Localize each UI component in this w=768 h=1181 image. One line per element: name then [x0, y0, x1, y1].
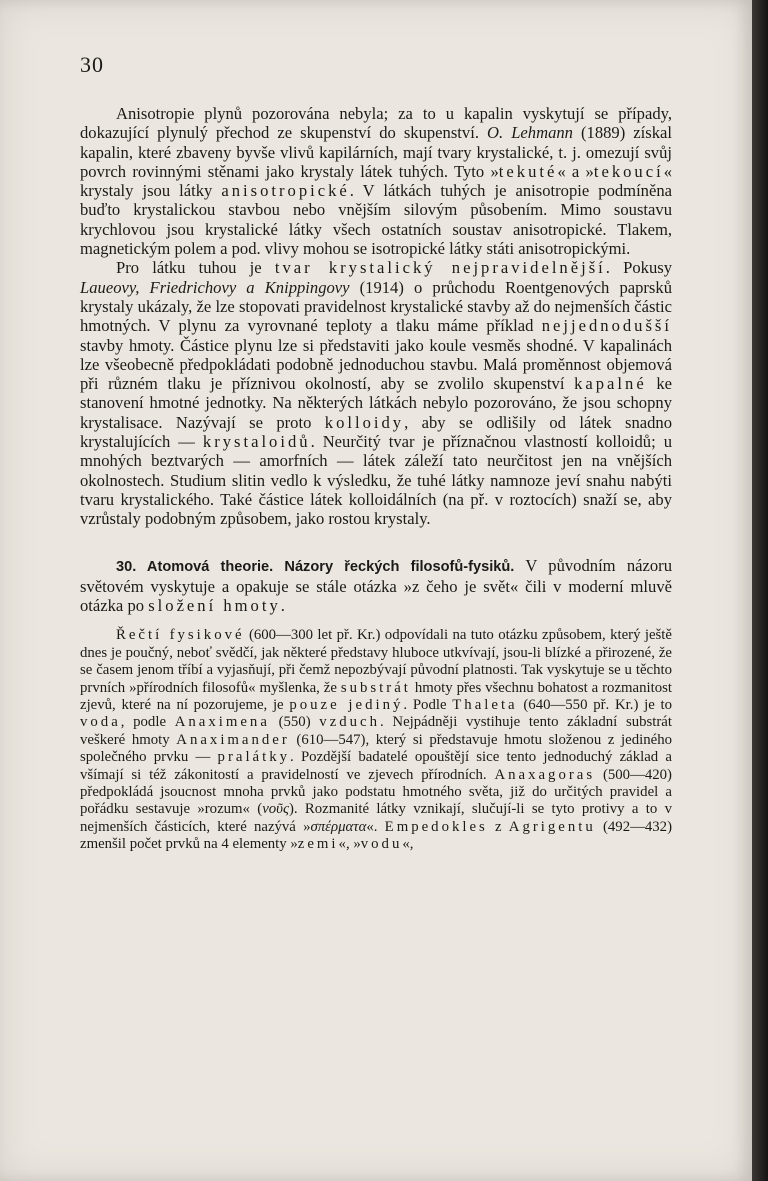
paragraph-crystal-form	[80, 258, 672, 528]
spaced-term: pouze jediný	[289, 697, 404, 714]
text-run: (1889) získal kapalin, které zbaveny byvše vlivů kapilárních, mají tvary krystalické, t. j. omezují svůj povrch rovinnými stěnami jako krystaly látek tuhých. Tyto »	[80, 123, 673, 181]
page-number: 30	[80, 52, 104, 77]
text-run: (492—432) zmenšil počet prvků na 4 elementy »	[80, 818, 673, 853]
spaced-name: Anaxagoras	[494, 766, 596, 783]
spaced-term: anisotropické	[221, 181, 350, 201]
text-run: . Neurčitý tvar je příznačnou vlastností kolloidů; u mnohých beztvarých — amorfních — látek záleží tato neurčitost jen na vnějších okolnostech. Studium slitin vedlo k výsledku, že tuhé látky namnoze jeví snahu nabýti tvaru krystalického. Také částice látek kolloidálních (na př. v roztocích) snaží se, aby vzrůstaly podobným způsobem, jako rostou krystaly.	[80, 432, 672, 529]
text-run: Anisotropie plynů pozorována nebyla; za to u kapalin vyskytují se případy, dokazující plynulý přechod ze skupenství do skupenství.	[80, 104, 672, 143]
spaced-term: substrát	[340, 679, 411, 696]
paragraph-greek-physicists	[80, 627, 672, 853]
text-run: « a »	[557, 161, 594, 181]
spaced-term: Řečtí fysikové	[116, 627, 245, 644]
text-run: ). Rozmanité látky vznikají, slučují-li se tyto protivy a to v nejmenších částicích, které nazývá »	[80, 801, 672, 835]
spaced-term: pralátky	[217, 749, 291, 766]
spaced-term: vodu	[360, 836, 403, 853]
greek-word: σπέρματα	[310, 818, 367, 835]
text-run: , podle	[120, 714, 175, 731]
text-run: (610—547), který si představuje hmotu složenou z jediného společného prvku —	[80, 731, 672, 766]
spaced-name: Empedokles	[384, 818, 488, 835]
text-run: , aby se odlišily od látek snadno krystalujících —	[80, 412, 673, 452]
text-run: « krystaly jsou látky	[80, 161, 672, 201]
person-names: Laueovy, Friedrichovy a Knippingovy	[80, 277, 350, 297]
text-run: hmoty přes všechnu bohatost a rozmanitost zjevů, které na ní pozorujeme, je	[80, 679, 672, 714]
text-run: . Nejpádněji vystihuje tento základní substrát veškeré hmoty	[80, 714, 672, 748]
spaced-term: kapalné	[574, 374, 647, 394]
text-run: (550)	[269, 714, 320, 731]
spaced-name: Thaleta	[452, 697, 518, 714]
spaced-term: tekoucí	[593, 161, 664, 181]
text-run: . V látkách tuhých je anisotropie podmíněna buďto krystalickou stavbou nebo vnějším silovým působením. Mimo soustavu krychlovou jsou krystalické látky všech ostatních soustav anisotropické. Tlakem, magnetickým polem a pod. vlivy mohou se isotropické látky státi anisotropickými.	[80, 181, 673, 259]
text-run: «.	[366, 818, 385, 835]
text-run: (640—550 př. Kr.) je to	[517, 697, 673, 714]
spaced-name: Agrigentu	[508, 818, 596, 835]
spaced-term: vzduch	[319, 714, 381, 731]
text-run: (1914) o průchodu Roentgenových paprsků krystaly ukázaly, že lze stopovati pravidelnost krystalické stavby až do nejmenších částic hmotných. V plynu za vyrovnané teploty a tlaku máme příklad	[80, 277, 672, 336]
text-run: (600—300 let př. Kr.) odpovídali na tuto otázku způsobem, který ještě dnes je poučný, neboť svědčí, jak některé představy hluboce utkvívají, jsou-li blízké a přirozené, že se časem jenom tříbí a vyjasňují, při čemž nepozbývají původní platnosti. Tak vyskytuje se u těchto prvních »přírodních filosofů« myšlenka, že	[80, 627, 672, 696]
text-run: V původním názoru světovém vyskytuje a opakuje se stále otázka »z čeho je svět« čili v moderní mluvě otázka po	[80, 555, 672, 616]
text-run: . Pozdější badatelé opouštějí sice tento jednoduchý základ a všímají si též zákonitostí a pravidelností ve zjevech přírodních.	[80, 749, 672, 783]
spaced-term: tekuté	[498, 161, 558, 181]
text-run: (500—420) předpokládá jsoucnost mnoha prvků jako podstatu hmotného světa, již do určitých pravidel a pořádku sestavuje »rozum« (	[80, 766, 672, 818]
spaced-name: Anaximander	[176, 731, 290, 748]
spaced-term: tvar krystalický nejpravidelnější	[274, 258, 606, 278]
spaced-name: Anaximena	[174, 714, 270, 731]
spaced-term: kolloidy	[324, 412, 405, 432]
book-binding-edge	[752, 0, 768, 1181]
paragraph-section-30	[80, 556, 672, 616]
greek-word: νοῦς	[262, 801, 289, 818]
text-run: . Podle	[403, 697, 453, 714]
text-run: .	[280, 596, 285, 616]
spaced-term: nejjednodušší	[541, 316, 672, 336]
text-run: «, »	[338, 836, 361, 853]
text-run: . Pokusy	[605, 258, 673, 278]
person-name: O. Lehmann	[487, 123, 573, 143]
section-heading: 30. Atomová theorie. Názory řeckých filosofů-fysiků.	[116, 558, 515, 575]
text-run: z	[487, 818, 509, 835]
text-run: «,	[402, 836, 414, 853]
spaced-term: voda	[80, 714, 121, 731]
page-text	[80, 104, 672, 854]
paragraph-anisotropy	[80, 104, 672, 258]
spaced-term: krystaloidů	[202, 432, 311, 452]
spaced-term: složení hmoty	[148, 596, 281, 616]
text-run: ke stanovení hmotné jednotky. Na některých látkách nebylo pozorováno, že jsou schopny krystalisace. Nazývají se proto	[80, 374, 673, 432]
spaced-term: zemi	[297, 836, 339, 853]
text-run: Pro látku tuhou je	[116, 258, 275, 278]
text-run: stavby hmoty. Částice plynu lze si představiti jako koule vesměs shodné. V kapalinách lze všeobecně předpokládati podobně jednoduchou stavbu. Malá proměnnost objemová při různém tlaku je příznivou okolností, aby se zvolilo skupenství	[80, 335, 672, 394]
